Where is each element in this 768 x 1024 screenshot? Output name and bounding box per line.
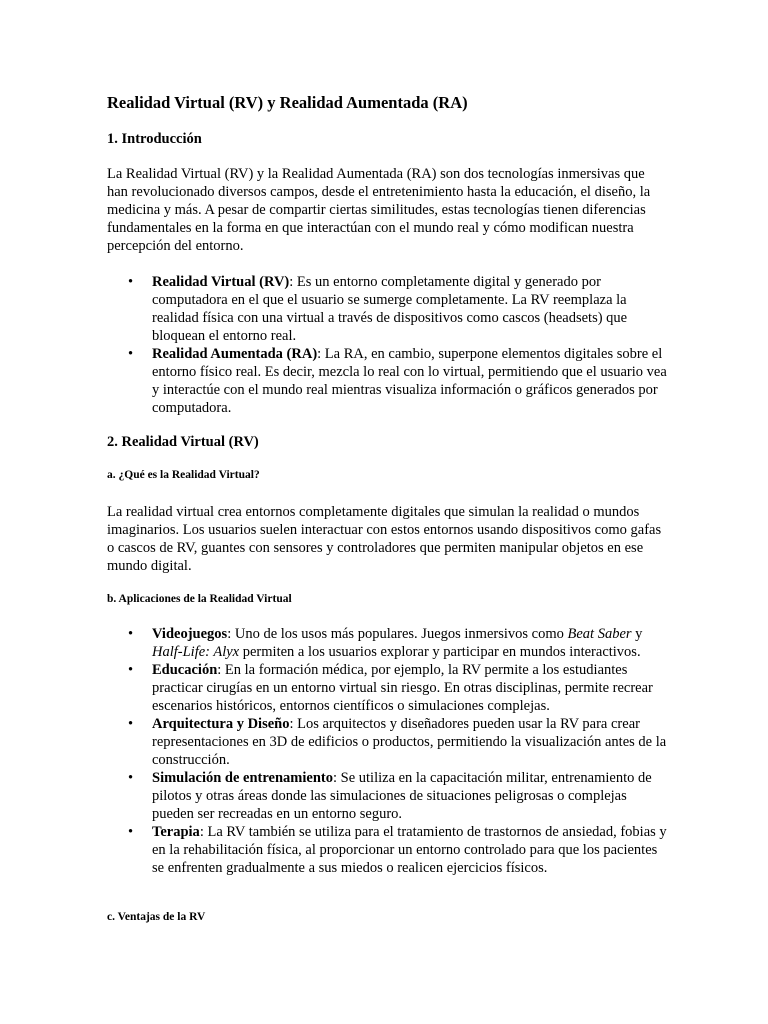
bullet-icon: • — [128, 824, 134, 840]
section-1-heading: 1. Introducción — [107, 131, 202, 147]
list-item-term: Videojuegos — [152, 626, 228, 642]
list-item-text: permiten a los usuarios explorar y participar en mundos interactivos. — [239, 644, 641, 660]
list-item — [107, 715, 667, 769]
list-item — [107, 823, 667, 877]
list-item-text: : En la formación médica, por ejemplo, la RV permite a los estudiantes practicar cirugías en un entorno virtual sin riesgo. En otras disciplinas, permite recrear escenarios históricos, entornos científicos o simulaciones complejas. — [152, 662, 653, 714]
bullet-icon: • — [128, 346, 134, 362]
list-item-term: Realidad Virtual (RV) — [152, 274, 290, 290]
applications-list — [107, 625, 667, 877]
intro-list — [107, 273, 667, 417]
list-item-text: : Uno de los usos más populares. Juegos inmersivos como — [227, 626, 568, 642]
list-item-text: : Es un entorno completamente digital y generado por computadora en el que el usuario se sumerge completamente. La RV reemplaza la realidad física con una virtual a través de dispositivos como cascos (headsets) que bloquean el entorno real. — [152, 274, 628, 344]
list-item-text: : La RV también se utiliza para el tratamiento de trastornos de ansiedad, fobias y en la rehabilitación física, al proporcionar un entorno controlado para que los pacientes se enfrenten gradualmente a sus miedos o realicen ejercicios físicos. — [152, 824, 667, 876]
list-item — [107, 273, 667, 345]
list-item-term: Educación — [152, 662, 218, 678]
rv-definition-paragraph: La realidad virtual crea entornos completamente digitales que simulan la realidad o mundos imaginarios. Los usuarios suelen interactuar con estos entornos usando dispositivos como gafas o cascos de RV, guantes con sensores y controladores que permiten manipular objetos en ese mundo digital. — [107, 504, 662, 574]
intro-paragraph: La Realidad Virtual (RV) y la Realidad Aumentada (RA) son dos tecnologías inmersivas que han revolucionado diversos campos, desde el entretenimiento hasta la educación, el diseño, la medicina y más. A pesar de compartir ciertas similitudes, estas tecnologías tienen diferencias fundamentales en la forma en que interactúan con el mundo real y cómo modifican nuestra percepción del entorno. — [107, 166, 651, 254]
bullet-icon: • — [128, 716, 134, 732]
game-title: Half-Life: Alyx — [152, 644, 240, 660]
list-item-text: : Se utiliza en la capacitación militar, entrenamiento de pilotos y otras áreas donde las simulaciones de situaciones peligrosas o complejas pueden ser recreadas en un entorno seguro. — [152, 770, 652, 822]
list-item — [107, 661, 667, 715]
list-item-term: Simulación de entrenamiento — [152, 770, 333, 786]
list-item — [107, 769, 667, 823]
subsection-b-heading: b. Aplicaciones de la Realidad Virtual — [107, 593, 292, 605]
list-item-term: Terapia — [152, 824, 200, 840]
list-item-text: : Los arquitectos y diseñadores pueden usar la RV para crear representaciones en 3D de edificios o productos, permitiendo la visualización antes de la construcción. — [152, 716, 667, 768]
bullet-icon: • — [128, 770, 134, 786]
bullet-icon: • — [128, 626, 134, 642]
bullet-icon: • — [128, 274, 134, 290]
list-item — [107, 625, 667, 661]
list-item — [107, 345, 667, 417]
list-item-text: : La RA, en cambio, superpone elementos digitales sobre el entorno físico real. Es decir, mezcla lo real con lo virtual, permitiendo que el usuario vea y interactúe con el mundo real mientras visualiza información o gráficos generados por computadora. — [152, 346, 667, 416]
list-item-text: y — [631, 626, 643, 642]
list-item-term: Arquitectura y Diseño — [152, 716, 290, 732]
list-item-term: Realidad Aumentada (RA) — [152, 346, 318, 362]
game-title: Beat Saber — [567, 626, 632, 642]
document-title: Realidad Virtual (RV) y Realidad Aumentada (RA) — [107, 93, 468, 112]
subsection-c-heading: c. Ventajas de la RV — [107, 911, 206, 923]
bullet-icon: • — [128, 662, 134, 678]
section-2-heading: 2. Realidad Virtual (RV) — [107, 434, 259, 450]
subsection-a-heading: a. ¿Qué es la Realidad Virtual? — [107, 469, 260, 481]
